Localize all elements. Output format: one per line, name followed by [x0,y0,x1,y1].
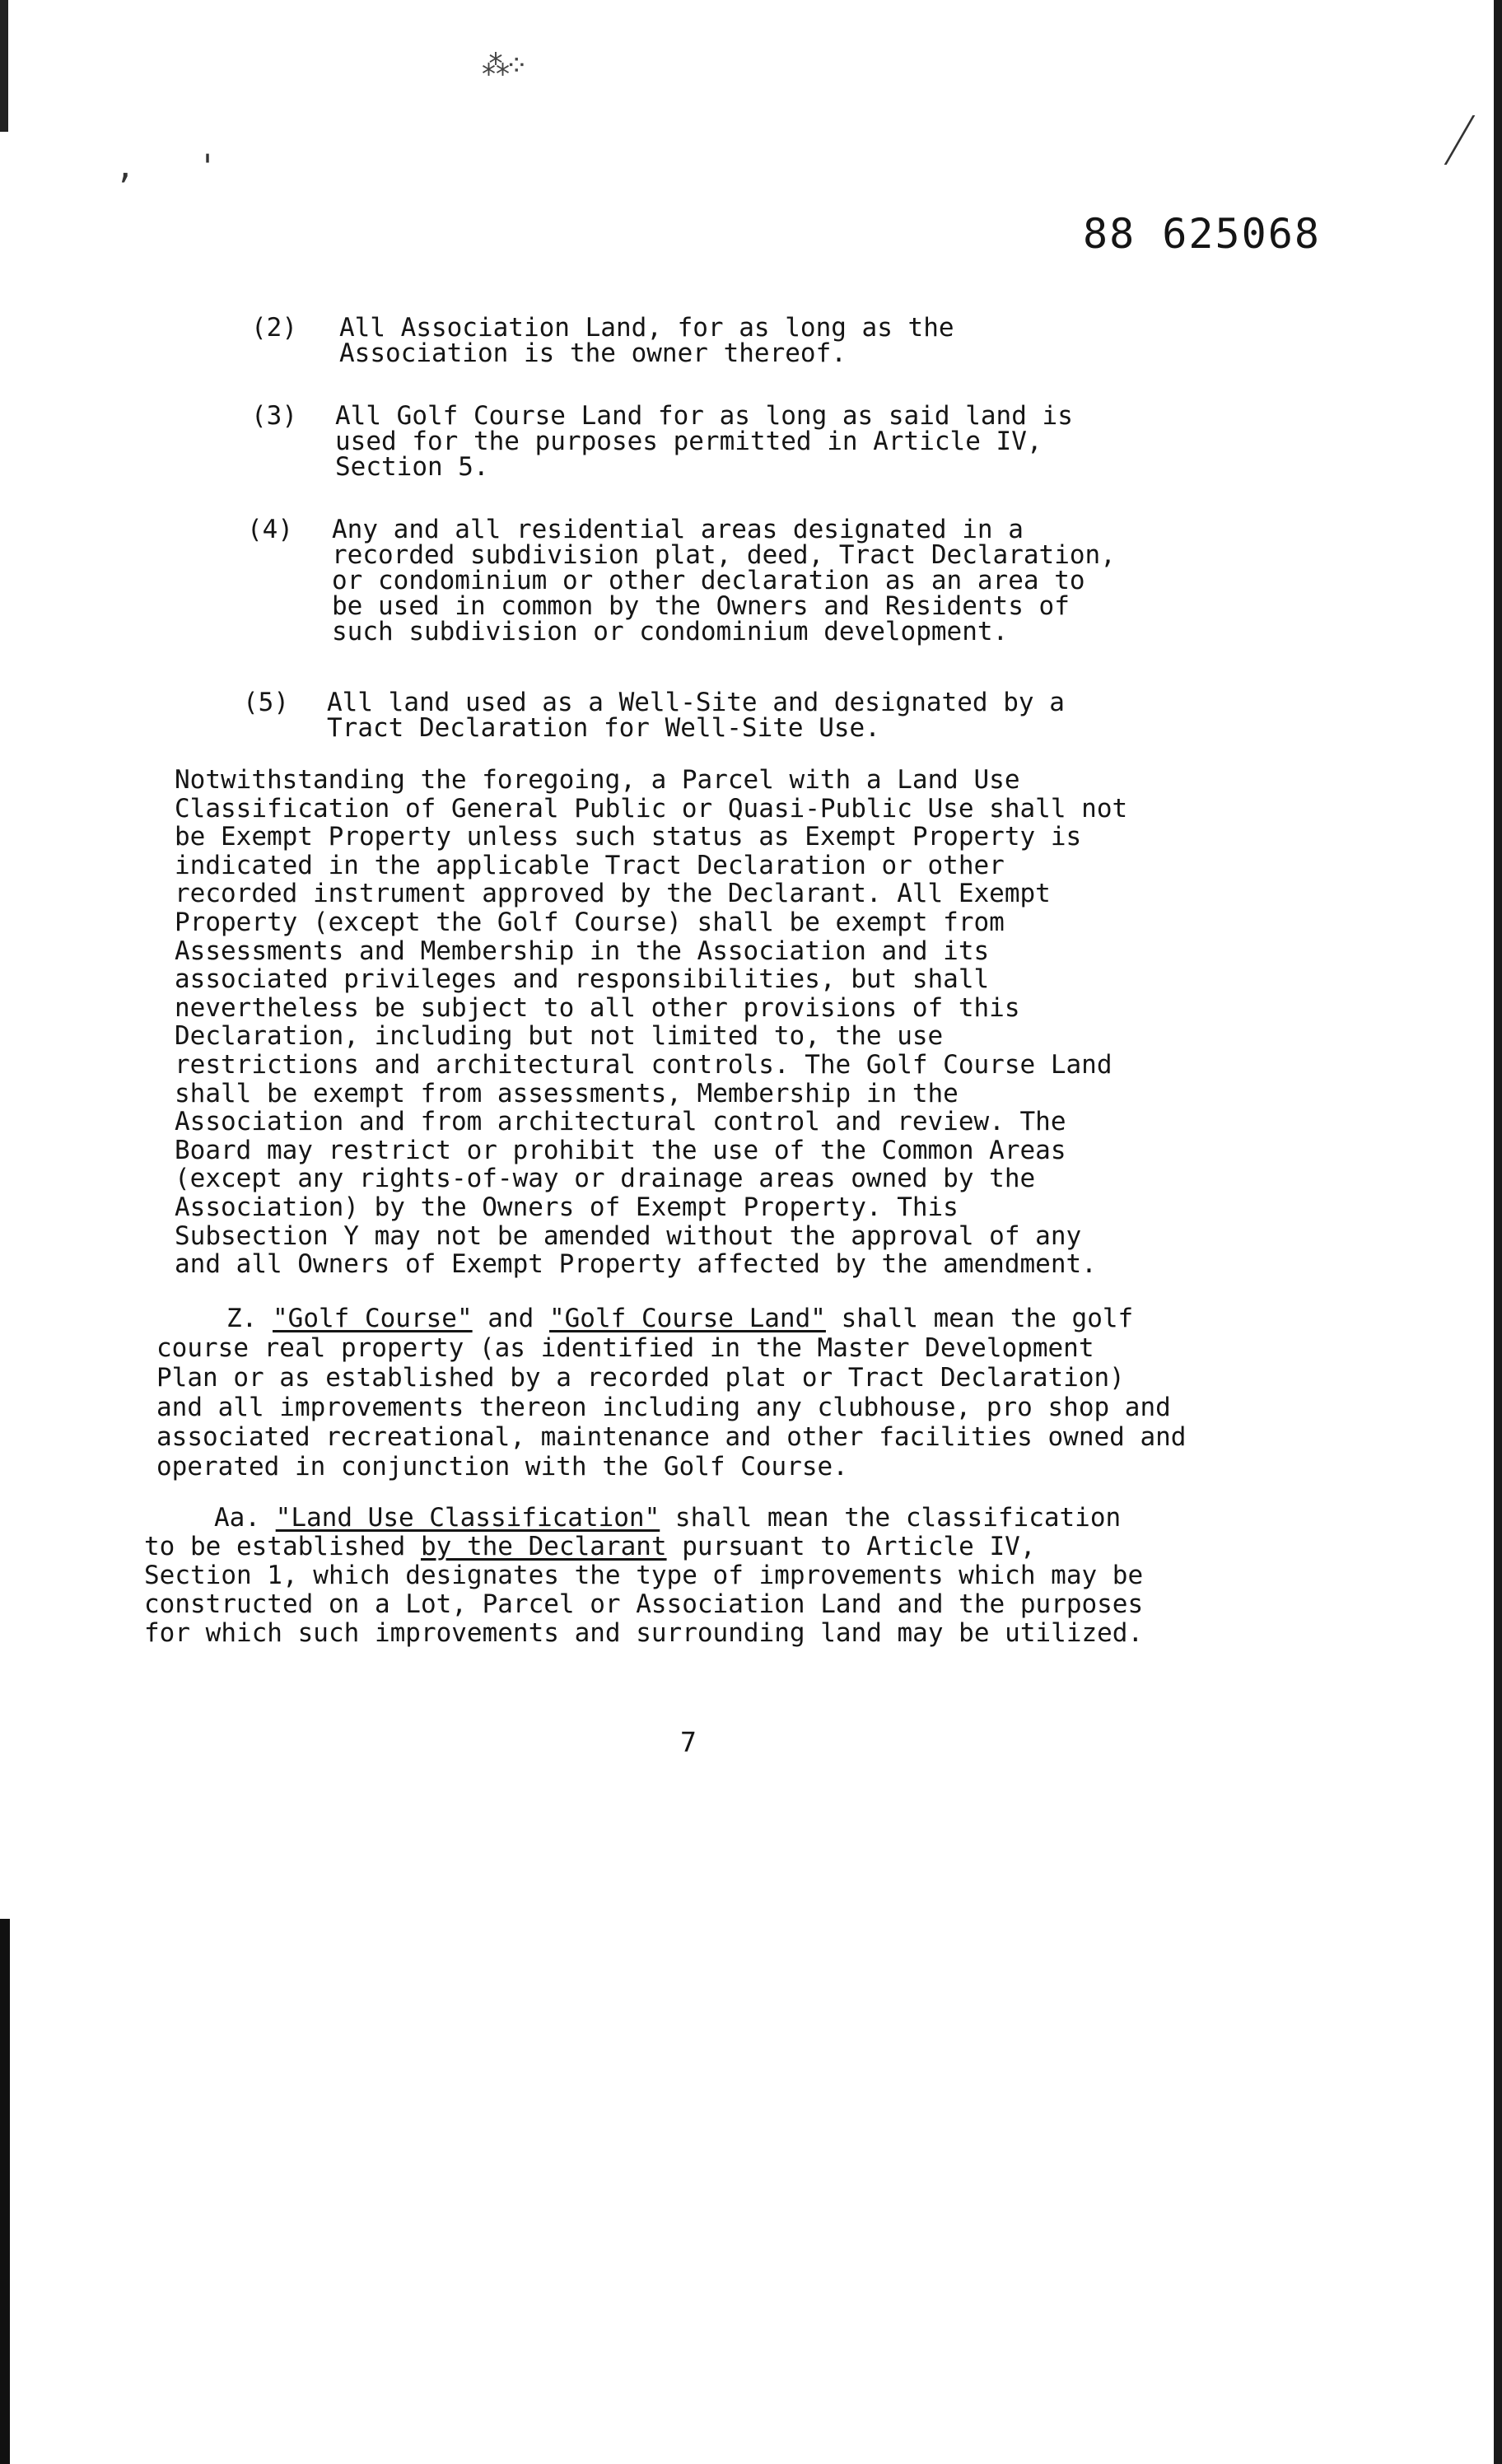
text-line: Section 1, which designates the type of improvements which may be [144,1561,1144,1590]
document-number: 88 625068 [1083,210,1321,258]
list-item-number: (4) [247,515,293,544]
section-aa-definition [144,1504,1143,1648]
section-label: Aa. [214,1503,260,1533]
text-line: for which such improvements and surrounding land may be utilized. [144,1618,1144,1648]
text-line: All Golf Course Land for as long as said land is [335,401,1073,431]
list-item-number: (5) [243,688,289,717]
text-line: course real property (as identified in the Master Development [156,1333,1094,1363]
text-line: Classification of General Public or Quasi-Public Use shall not [175,793,1128,824]
text-line: indicated in the applicable Tract Declaration or other [175,850,1005,880]
text-line: Subsection Y may not be amended without the approval of any [175,1220,1082,1251]
text-line: restrictions and architectural controls. The Golf Course Land [175,1049,1113,1080]
text-line: recorded instrument approved by the Declarant. All Exempt [175,879,1051,909]
text-line: Property (except the Golf Course) shall be exempt from [175,907,1005,937]
list-item-text [335,401,1073,482]
text-line: Association is the owner thereof. [339,338,847,368]
text-line: be used in common by the Owners and Residents of [332,591,1070,621]
text-line: and all Owners of Exempt Property affected by the amendment. [175,1249,1097,1280]
defined-term: "Golf Course Land" [548,1304,826,1333]
text-line: Any and all residential areas designated in a [332,515,1024,544]
scan-speckle-mark: ⁂⁘ [482,49,524,82]
scan-edge-right [1494,0,1502,2464]
text-line: Association) by the Owners of Exempt Property. This [175,1192,959,1222]
text-line: operated in conjunction with the Golf Course. [156,1452,848,1482]
text-line: Assessments and Membership in the Association and its [175,936,990,966]
list-item-text [327,690,1065,741]
text-line [144,1504,1143,1533]
text-line: Notwithstanding the foregoing, a Parcel with a Land Use [175,765,1020,795]
section-z-definition [156,1304,1186,1482]
section-label: Z. [226,1304,258,1333]
text-line: associated privileges and responsibilities, but shall [175,964,990,995]
scan-edge-left-top [0,0,8,132]
text-line [156,1304,1186,1334]
list-item-number: (3) [251,401,297,431]
list-item-text [339,315,954,366]
text-line: All land used as a Well-Site and designated by a [327,688,1065,717]
text-line: Plan or as established by a recorded plat or Tract Declaration) [156,1363,1125,1393]
list-item-text [332,517,1116,645]
text-line: shall be exempt from assessments, Membership in the [175,1078,959,1108]
page-number: 7 [680,1726,697,1758]
text-line: All Association Land, for as long as the [339,313,954,343]
scan-edge-left-bottom [0,1919,10,2464]
text-fragment: shall mean the golf [825,1304,1134,1333]
text-line: Board may restrict or prohibit the use of the Common Areas [175,1135,1066,1165]
text-line: used for the purposes permitted in Article IV, [335,427,1043,456]
text-line: recorded subdivision plat, deed, Tract Declaration, [332,540,1116,570]
defined-term: "Golf Course" [273,1304,473,1333]
notwithstanding-paragraph [175,766,1127,1279]
text-line: Tract Declaration for Well-Site Use. [327,713,880,743]
text-fragment: pursuant to Article IV, [666,1532,1036,1561]
text-line: Association and from architectural control and review. The [175,1107,1066,1137]
text-line: associated recreational, maintenance and other facilities owned and [156,1422,1187,1452]
text-line: Section 5. [335,452,489,482]
text-line: such subdivision or condominium development. [332,617,1009,646]
scan-tick-mark: , [115,148,136,186]
list-item-number: (2) [251,313,297,343]
text-fragment: to be established [144,1532,421,1561]
text-line: be Exempt Property unless such status as Exempt Property is [175,822,1082,852]
text-line: constructed on a Lot, Parcel or Association Land and the purposes [144,1589,1144,1619]
text-line [144,1533,1143,1561]
text-line: Declaration, including but not limited to, the use [175,1021,944,1052]
underlined-phrase: by the Declarant [420,1532,667,1561]
scan-tick-mark: ' [198,148,218,186]
text-line: and all improvements thereon including any clubhouse, pro shop and [156,1393,1171,1422]
text-line: nevertheless be subject to all other provisions of this [175,992,1020,1023]
defined-term: "Land Use Classification" [275,1503,660,1533]
text-fragment: shall mean the classification [660,1503,1122,1533]
text-fragment: and [472,1304,549,1333]
text-line: or condominium or other declaration as an area to [332,566,1085,595]
text-line: (except any rights-of-way or drainage areas owned by the [175,1164,1036,1194]
